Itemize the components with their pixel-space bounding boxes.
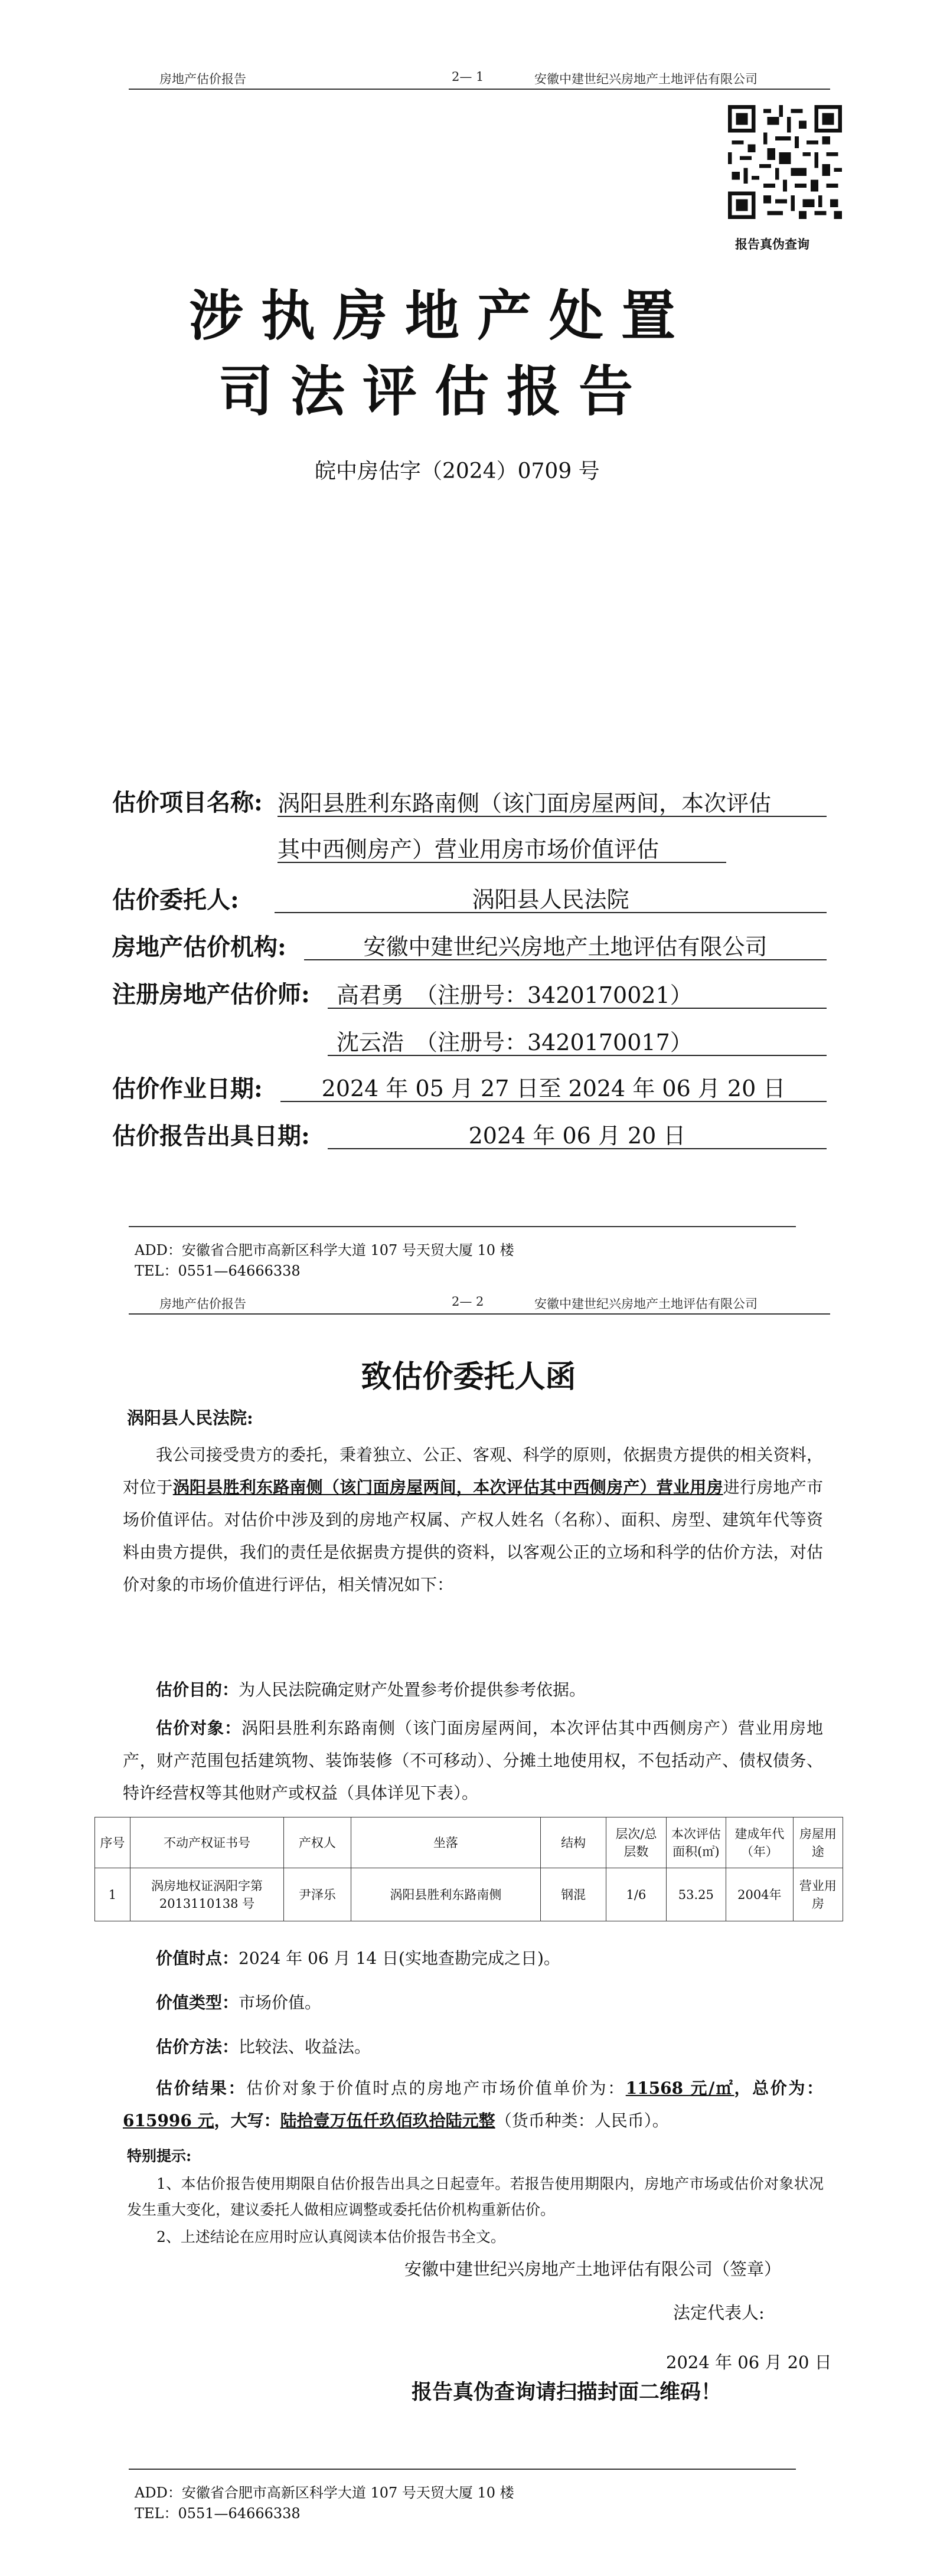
table-cell: 涡房地权证涡阳字第 2013110138 号 xyxy=(130,1868,283,1921)
footer-address: ADD：安徽省合肥市高新区科学大道 107 号天贸大厦 10 楼 xyxy=(135,1242,514,1258)
table-header-cell: 不动产权证书号 xyxy=(130,1817,283,1868)
salutation: 涡阳县人民法院: xyxy=(127,1408,253,1428)
appraiser-label: 注册房地产估价师: xyxy=(112,980,310,1008)
table-row xyxy=(95,1868,843,1921)
appraisal-org-value: 安徽中建世纪兴房地产土地评估有限公司 xyxy=(363,934,768,960)
appraisal-org-label: 房地产估价机构: xyxy=(112,933,286,961)
intro-paragraph: 我公司接受贵方的委托，秉着独立、公正、客观、科学的原则，依据贵方提供的相关资料，对位于涡阳县胜利东路南侧（该门面房屋两间，本次评估其中西侧房产）营业用房进行房地产市场价值评估。对估价中涉及到的房地产权属、产权人姓名（名称）、面积、房型、建筑年代等资料由贵方提供，我们的责任是依据贵方提供的资料，以客观公正的立场和科学的估价方法，对估价对象的市场价值进行评估，相关情况如下： xyxy=(123,1445,823,1594)
property-table xyxy=(94,1817,843,1921)
appraiser-1: 高君勇 （注册号：3420170021） xyxy=(337,982,693,1008)
footer-rule xyxy=(129,1226,796,1227)
notice-2: 2、上述结论在应用时应认真阅读本估价报告书全文。 xyxy=(156,2228,505,2245)
letter-date: 2024 年 06 月 20 日 xyxy=(666,2352,832,2372)
purpose-paragraph: 估价目的：为人民法院确定财产处置参考价提供参考依据。 xyxy=(156,1680,586,1699)
unit-price: 11568 元/㎡ xyxy=(625,2078,734,2098)
table-cell: 1 xyxy=(95,1868,130,1921)
notice-1: 1、本估价报告使用期限自估价报告出具之日起壹年。若报告使用期限内，房地产市场或估价对象状况发生重大变化，建议委托人做相应调整或委托估价机构重新估价。 xyxy=(127,2175,824,2218)
table-cell: 涡阳县胜利东路南侧 xyxy=(351,1868,540,1921)
table-header-cell: 本次评估面积(㎡) xyxy=(666,1817,726,1868)
issue-date-label: 估价报告出具日期: xyxy=(112,1122,310,1150)
table-cell: 1/6 xyxy=(606,1868,666,1921)
table-header-cell: 建成年代（年） xyxy=(726,1817,794,1868)
footer-rule xyxy=(129,2469,796,2470)
header-page-number: 2— 1 xyxy=(452,70,484,84)
table-header-cell: 结构 xyxy=(541,1817,606,1868)
report-title-line1: 涉执房地产处置 xyxy=(189,284,694,348)
project-label: 估价项目名称: xyxy=(112,789,263,816)
footer-tel: TEL：0551—64666338 xyxy=(135,1263,301,1279)
document-number: 皖中房估字（2024）0709 号 xyxy=(315,459,600,483)
header-right: 安徽中建世纪兴房地产土地评估有限公司 xyxy=(534,72,758,86)
header-page-number: 2— 2 xyxy=(452,1294,484,1309)
header-left: 房地产估价报告 xyxy=(159,72,246,86)
table-cell: 钢混 xyxy=(541,1868,606,1921)
object-paragraph: 估价对象：涡阳县胜利东路南侧（该门面房屋两间，本次评估其中西侧房产）营业用房地产，财产范围包括建筑物、装饰装修（不可移动）、分摊土地使用权，不包括动产、债权债务、特许经营权等其他财产或权益（具体详见下表）。 xyxy=(123,1718,823,1803)
table-header-cell: 产权人 xyxy=(284,1817,351,1868)
qr-code[interactable] xyxy=(728,105,842,219)
project-value-line1: 涡阳县胜利东路南侧（该门面房屋两间，本次评估 xyxy=(277,790,772,816)
footer-address: ADD：安徽省合肥市高新区科学大道 107 号天贸大厦 10 楼 xyxy=(135,2485,514,2501)
table-cell: 尹泽乐 xyxy=(284,1868,351,1921)
total-price-uppercase: 陆拾壹万伍仟玖佰玖拾陆元整 xyxy=(280,2111,495,2130)
value-timepoint: 价值时点：2024 年 06 月 14 日(实地查勘完成之日)。 xyxy=(156,1949,560,1968)
header-left: 房地产估价报告 xyxy=(159,1297,246,1311)
table-header-cell: 坐落 xyxy=(351,1817,540,1868)
appraisal-method: 估价方法：比较法、收益法。 xyxy=(156,2037,371,2057)
issue-date-value: 2024 年 06 月 20 日 xyxy=(468,1123,686,1149)
appraiser-2: 沈云浩 （注册号：3420170017） xyxy=(337,1029,693,1055)
header-rule xyxy=(129,1313,830,1315)
table-cell: 53.25 xyxy=(666,1868,726,1921)
header-rule xyxy=(129,89,830,90)
total-price: 615996 元 xyxy=(123,2111,214,2130)
footer-tel: TEL：0551—64666338 xyxy=(135,2505,301,2522)
table-header-row xyxy=(95,1817,843,1868)
letter-title: 致估价委托人函 xyxy=(361,1359,576,1395)
table-header-cell: 序号 xyxy=(95,1817,130,1868)
table-cell: 营业用房 xyxy=(793,1868,843,1921)
table-header-cell: 房屋用途 xyxy=(793,1817,843,1868)
legal-representative: 法定代表人: xyxy=(673,2303,765,2323)
verify-notice: 报告真伪查询请扫描封面二维码！ xyxy=(412,2380,722,2404)
client-label: 估价委托人: xyxy=(112,886,239,914)
work-date-value: 2024 年 05 月 27 日至 2024 年 06 月 20 日 xyxy=(321,1075,786,1101)
project-value-line2: 其中西侧房产）营业用房市场价值评估 xyxy=(277,836,660,862)
qr-caption: 报告真伪查询 xyxy=(735,237,809,251)
signer: 安徽中建世纪兴房地产土地评估有限公司（签章） xyxy=(404,2259,782,2279)
notice-title: 特别提示: xyxy=(127,2147,192,2165)
appraisal-object-highlight: 涡阳县胜利东路南侧（该门面房屋两间，本次评估其中西侧房产）营业用房 xyxy=(172,1477,723,1497)
table-header-cell: 层次/总层数 xyxy=(606,1817,666,1868)
header-right: 安徽中建世纪兴房地产土地评估有限公司 xyxy=(534,1297,758,1311)
table-cell: 2004年 xyxy=(726,1868,794,1921)
work-date-label: 估价作业日期: xyxy=(112,1075,263,1103)
appraisal-result: 估价结果：估价对象于价值时点的房地产市场价值单价为：11568 元/㎡，总价为：615996 元，大写：陆拾壹万伍仟玖佰玖拾陆元整（货币种类：人民币）。 xyxy=(123,2078,823,2130)
client-value: 涡阳县人民法院 xyxy=(472,887,629,913)
report-title-line2: 司法评估报告 xyxy=(218,359,651,423)
value-type: 价值类型：市场价值。 xyxy=(156,1993,322,2012)
